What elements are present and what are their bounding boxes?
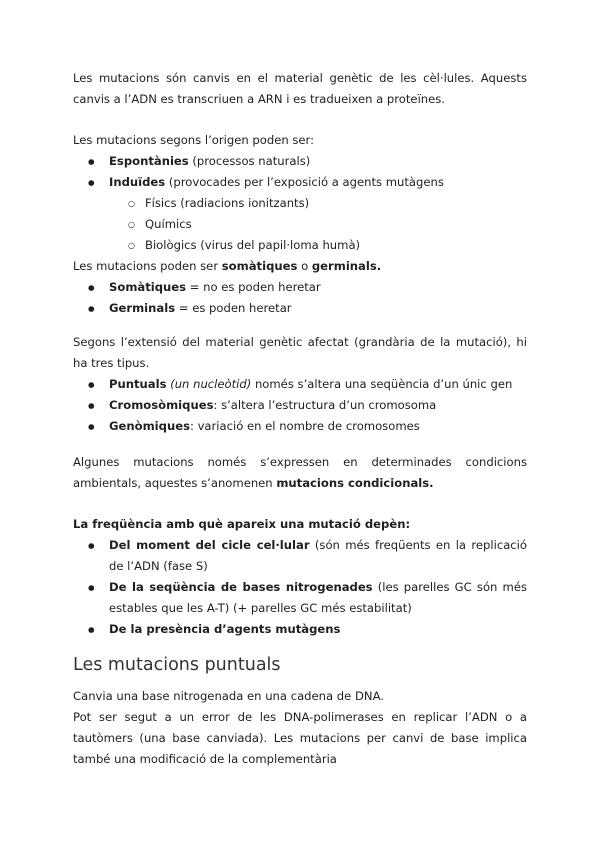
item-bold: Espontànies (109, 154, 189, 168)
item-text: : variació en el nombre de cromosomes (189, 419, 420, 433)
item-bold: Somàtiques (109, 280, 187, 294)
list-item (73, 151, 527, 172)
intro-paragraph (73, 68, 527, 110)
item-bold: De la presència d’agents mutàgens (109, 622, 341, 636)
item-text: = no es poden heretar (186, 280, 321, 294)
type-mid: o (297, 259, 312, 273)
conditional-paragraph (73, 452, 527, 494)
section-title: Les mutacions puntuals (73, 655, 281, 675)
item-text: (són més freqüents en la replicació de l’ADN (fase S) (109, 538, 527, 573)
list-item (73, 172, 527, 193)
item-bold: Del moment del cicle cel·lular (109, 538, 310, 552)
list-item (73, 277, 527, 298)
item-text: (provocades per l’exposició a agents mutàgens (165, 175, 444, 189)
list-item (73, 374, 527, 395)
type-bold-germinal: germinals. (311, 259, 382, 273)
item-bold: Puntuals (109, 377, 167, 391)
conditional-bold: mutacions condicionals. (276, 476, 434, 490)
list-item (73, 577, 527, 619)
item-text: = es poden heretar (175, 301, 292, 315)
list-item (73, 395, 527, 416)
sub-list-item: ○ Químics (73, 214, 527, 235)
frequency-section (73, 514, 527, 640)
sub-list-item: ○ Físics (radiacions ionitzants) (73, 193, 527, 214)
punctual-body (73, 686, 527, 770)
intro-text: Les mutacions són canvis en el material genètic de les cèl·lules. Aquests canvis a l’ADN es transcriuen a ARN i es tradueixen a proteïnes. (73, 71, 527, 106)
item-bold: Induïdes (109, 175, 166, 189)
frequency-heading (73, 514, 527, 535)
item-bold: De la seqüència de bases nitrogenades (109, 580, 373, 594)
punctual-line1: Canvia una base nitrogenada en una cadena de DNA. (73, 689, 384, 703)
sub-list-item: ○ Biològics (virus del papil·loma humà) (73, 235, 527, 256)
frequency-list (73, 535, 527, 640)
type-bold-somatic: somàtiques (221, 259, 298, 273)
punctual-section (73, 654, 527, 676)
list-item (73, 535, 527, 577)
origin-heading: Les mutacions segons l’origen poden ser: (73, 133, 315, 147)
item-text: (processos naturals) (188, 154, 311, 168)
origin-section (73, 130, 527, 319)
conditional-body: Algunes mutacions només s’expressen en determinades condicions ambientals, aquestes s’anomenen (73, 455, 527, 490)
list-item (73, 619, 527, 640)
item-text: (les parelles GC són més estables que les A-T) (+ parelles GC més estabilitat) (109, 580, 527, 615)
extension-section (73, 332, 527, 437)
list-item (73, 298, 527, 319)
punctual-line2: Pot ser segut a un error de les DNA-polimerases en replicar l’ADN o a tautòmers (una base canviada). Les mutacions per canvi de base implica també una modificació de la complementària (73, 710, 527, 766)
conditional-text (73, 452, 527, 494)
item-bold: Genòmiques (109, 419, 190, 433)
extension-text: Segons l’extensió del material genètic afectat (grandària de la mutació), hi ha tres tipus. (73, 335, 527, 370)
frequency-heading-text: La freqüència amb què apareix una mutació depèn: (73, 517, 411, 531)
item-text: : s’altera l’estructura d’un cromosoma (213, 398, 437, 412)
list-item (73, 416, 527, 437)
item-bold: Cromosòmiques (109, 398, 214, 412)
origin-list (73, 151, 527, 256)
item-italic: (un nucleòtid) (170, 377, 252, 391)
extension-list (73, 374, 527, 437)
item-text: només s’altera una seqüència d’un únic gen (251, 377, 513, 391)
type-lead: Les mutacions poden ser (73, 259, 222, 273)
item-bold: Germinals (109, 301, 176, 315)
type-list (73, 277, 527, 319)
type-heading (73, 256, 527, 277)
